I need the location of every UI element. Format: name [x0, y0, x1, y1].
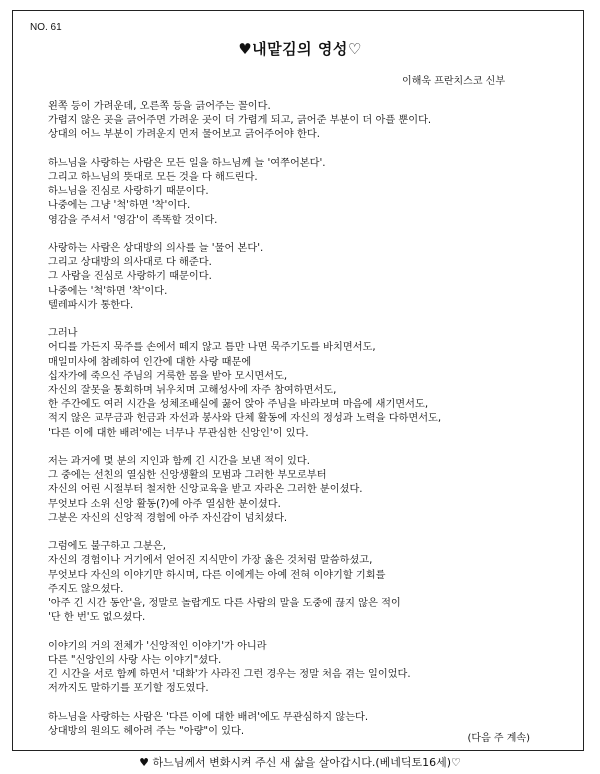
paragraph — [48, 327, 548, 441]
text-line: 가렵지 않은 곳을 긁어주면 가려운 곳이 더 가렵게 되고, 긁어준 부분이 더 아플 뿐이다. — [48, 115, 432, 127]
text-line: 주지도 않으셨다. — [48, 583, 124, 595]
text-line: 다른 "신앙인의 사랑 사는 이야기"셨다. — [48, 654, 222, 666]
text-line: '아주 긴 시간 동안'을, 정말로 놀랍게도 다른 사람의 말을 도중에 끊지 않은 적이 — [48, 598, 401, 610]
text-line: 매일미사에 참례하여 인간에 대한 사랑 때문에 — [48, 356, 252, 368]
text-line: 나중에는 '척'하면 '착'이다. — [48, 285, 168, 297]
text-line: 어디를 가든지 묵주를 손에서 떼지 않고 틈만 나면 묵주기도를 바치면서도, — [48, 342, 376, 354]
text-line: 그 사람을 진심로 사랑하기 때문이다. — [48, 271, 212, 283]
text-line: '다른 이에 대한 배려'에는 너무나 무관심한 신앙인'이 있다. — [48, 427, 309, 439]
text-line: 하느님을 진심로 사랑하기 때문이다. — [48, 186, 209, 198]
text-line: 십자가에 죽으신 주님의 거룩한 몸을 받아 모시면서도, — [48, 370, 288, 382]
paragraph — [48, 540, 548, 625]
text-line: 저까지도 말하기를 포기할 정도였다. — [48, 683, 209, 695]
text-line: 적지 않은 교무금과 헌금과 자선과 봉사와 단체 활동에 자신의 정성과 노력을 다하면서도, — [48, 413, 442, 425]
text-line: 텔레파시가 통한다. — [48, 299, 134, 311]
text-line: '단 한 번'도 없으셨다. — [48, 612, 146, 624]
text-line: 이야기의 거의 전체가 '신앙적인 이야기'가 아니라 — [48, 640, 267, 652]
text-line: 상대의 어느 부분이 가려운지 먼저 물어보고 긁어주어야 한다. — [48, 129, 320, 141]
text-line: 상대방의 원의도 헤아려 주는 "아량"이 있다. — [48, 725, 245, 737]
text-line: 그리고 상대방의 의사대로 다 해준다. — [48, 257, 212, 269]
text-line: 자신의 경험이나 거기에서 얻어진 지식만이 가장 옳은 것처럼 말씀하셨고, — [48, 555, 373, 567]
text-line: 저는 과거에 몇 분의 지인과 함께 긴 시간을 보낸 적이 있다. — [48, 456, 310, 468]
text-line: 그러나 — [48, 328, 78, 340]
paragraph — [48, 157, 548, 228]
page-title: ♥내맡김의 영성♡ — [238, 40, 362, 58]
text-line: 무엇보다 소위 신앙 활동(?)에 아주 열심한 분이셨다. — [48, 498, 281, 510]
text-line: 자신의 잘못을 통회하며 뉘우치며 고해성사에 자주 참여하면서도, — [48, 385, 337, 397]
text-line: 한 주간에도 여러 시간을 성체조배실에 꿇어 앉아 주님을 바라보며 마음에 새기면서도, — [48, 399, 429, 411]
text-line: 그리고 하느님의 뜻대로 모든 것을 다 해드린다. — [48, 172, 258, 183]
text-line: 영감을 주셔서 '영감'이 족똑할 것이다. — [48, 214, 218, 226]
text-line: 긴 시간을 서로 함께 하면서 '대화'가 사라진 그런 경우는 정말 처음 겪는 일이었다. — [48, 669, 411, 681]
author-name: 이해욱 프란치스코 신부 — [402, 76, 505, 87]
paragraph — [48, 640, 548, 697]
text-line: 하느님을 사랑하는 사람은 모든 일을 하느님께 늘 '여쭈어본다'. — [48, 157, 326, 169]
continued-note: (다음 주 계속) — [467, 733, 530, 744]
article-body — [48, 100, 548, 753]
footer-quote: ♥ 하느님께서 변화시켜 주신 새 삶을 살아갑시다.(베네딕토16세)♡ — [139, 756, 461, 769]
text-line: 그 중에는 선친의 열심한 신앙생활의 모범과 그러한 부모로부터 — [48, 470, 327, 482]
paragraph — [48, 100, 548, 143]
text-line: 자신의 어린 시절부터 철저한 신앙교육을 받고 자라온 그러한 분이셨다. — [48, 484, 363, 496]
text-line: 그럼에도 불구하고 그분은, — [48, 541, 166, 553]
paragraph — [48, 242, 548, 313]
text-line: 무엇보다 자신의 이야기만 하시며, 다른 이에게는 아예 전혀 이야기할 기회를 — [48, 569, 386, 581]
text-line: 나중에는 그냥 '척'하면 '착'이다. — [48, 200, 191, 212]
issue-number: NO. 61 — [30, 22, 62, 33]
text-line: 하느님을 사랑하는 사람은 '다른 이에 대한 배려'에도 무관심하지 않는다. — [48, 711, 369, 723]
text-line: 왼쪽 등이 가려운데, 오른쪽 등을 긁어주는 꼴이다. — [48, 101, 271, 112]
text-line: 사랑하는 사람은 상대방의 의사를 늘 '물어 본다'. — [48, 243, 264, 254]
paragraph — [48, 455, 548, 526]
text-line: 그분은 자신의 신앙적 경험에 아주 자신감이 넘치셨다. — [48, 512, 288, 524]
